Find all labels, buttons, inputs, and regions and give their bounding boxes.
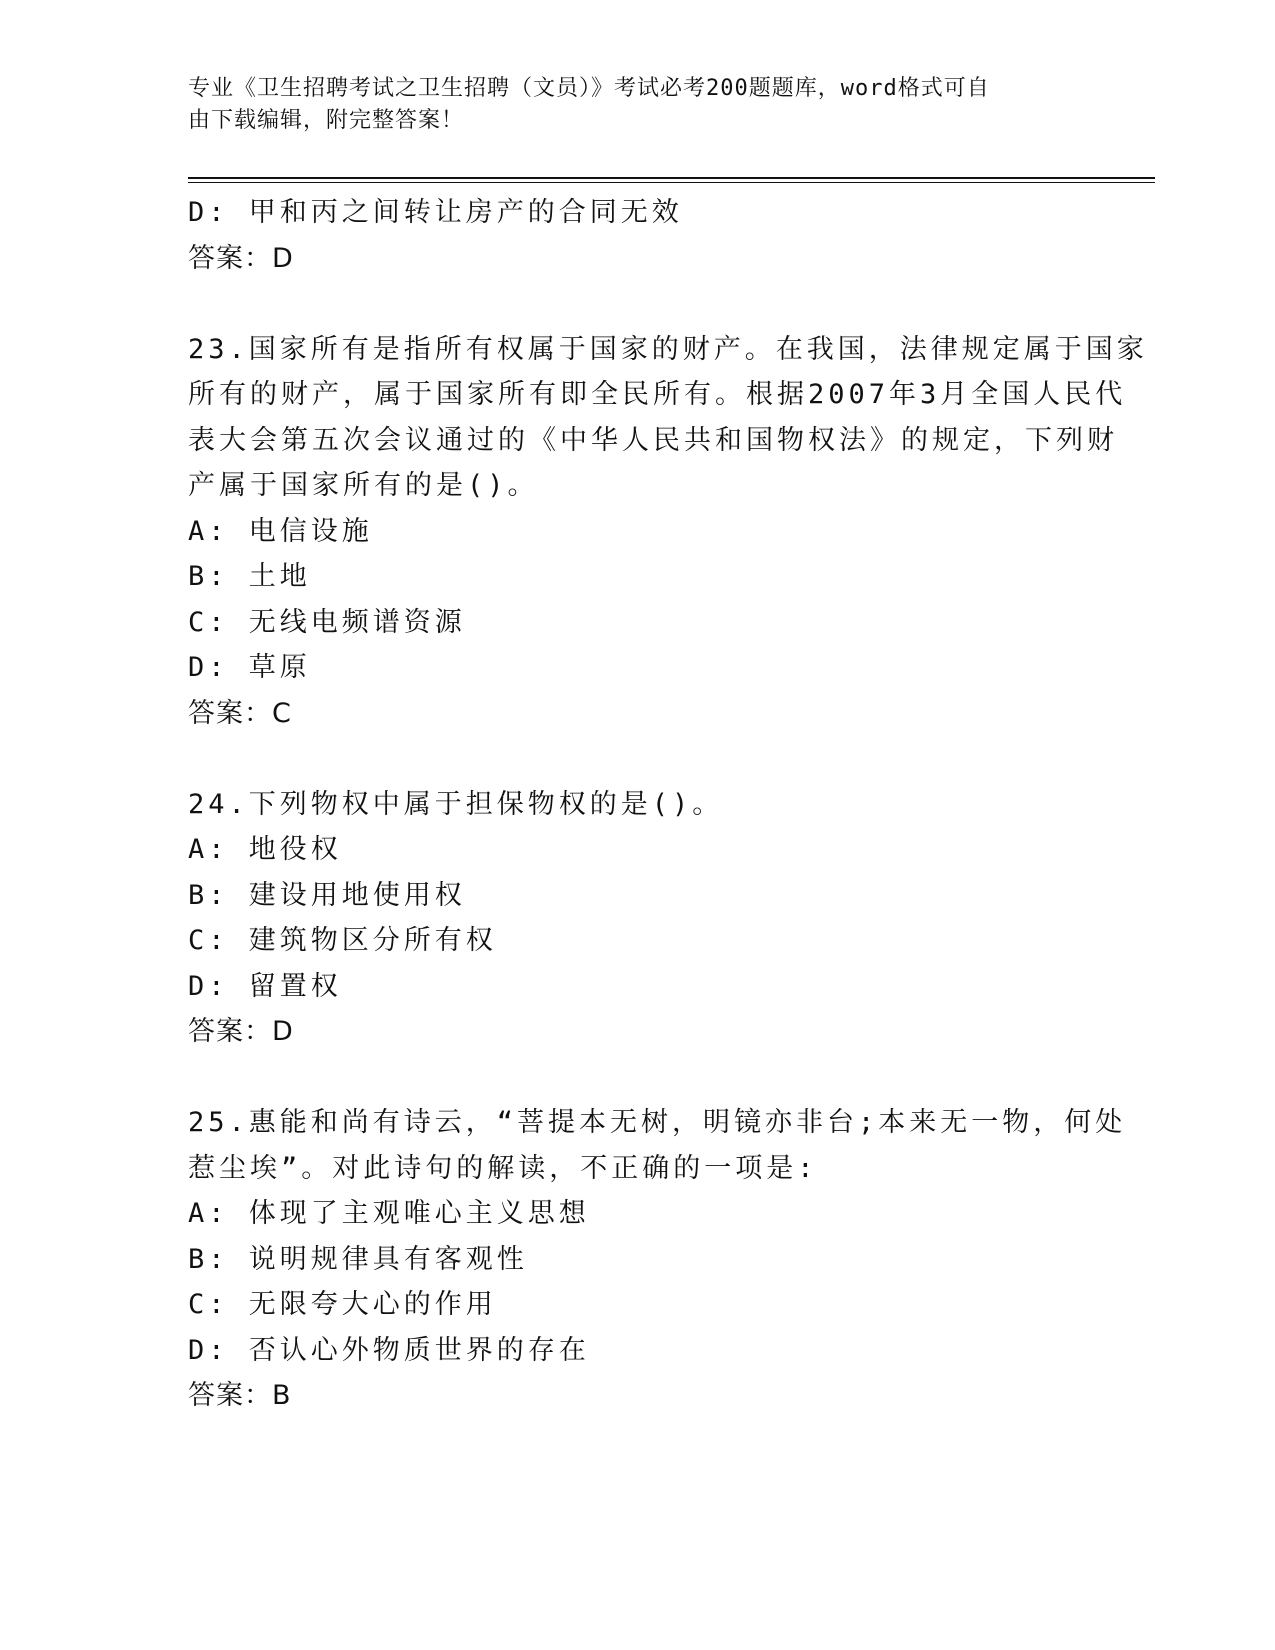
header-line-1: 专业《卫生招聘考试之卫生招聘（文员）》考试必考200题题库，word格式可自 — [188, 76, 990, 101]
question-content — [188, 190, 1148, 1419]
question-25-option-b: B: 说明规律具有客观性 — [188, 1243, 528, 1275]
header-divider-thin — [188, 182, 1155, 183]
question-23 — [188, 327, 1148, 737]
question-23-stem-line-1: 23.国家所有是指所有权属于国家的财产。在我国，法律规定属于国家 — [188, 333, 1148, 365]
question-25-option-d: D: 否认心外物质世界的存在 — [188, 1334, 590, 1366]
question-23-stem-line-4: 产属于国家所有的是()。 — [188, 470, 539, 501]
question-23-option-d: D: 草原 — [188, 652, 311, 683]
question-23-stem-line-3: 表大会第五次会议通过的《中华人民共和国物权法》的规定，下列财 — [188, 424, 1118, 456]
question-23-option-b: B: 土地 — [188, 561, 311, 592]
question-24-option-b: B: 建设用地使用权 — [188, 879, 466, 911]
spacer — [188, 281, 1088, 327]
header-divider-thick — [188, 177, 1155, 179]
question-24 — [188, 782, 1088, 1055]
question-24-option-d: D: 留置权 — [188, 970, 342, 1002]
question-25-option-c: C: 无限夸大心的作用 — [188, 1289, 497, 1320]
question-25-stem-line-1: 25.惠能和尚有诗云，“菩提本无树，明镜亦非台;本来无一物，何处 — [188, 1107, 1127, 1138]
question-23-option-a: A: 电信设施 — [188, 515, 373, 547]
question-24-option-a: A: 地役权 — [188, 834, 342, 865]
question-24-answer: 答案：D — [188, 1016, 294, 1047]
spacer — [188, 736, 1088, 782]
header-line-2: 由下载编辑，附完整答案！ — [188, 108, 465, 133]
document-header — [188, 73, 1068, 137]
prev-option-d: D: 甲和丙之间转让房产的合同无效 — [188, 197, 683, 228]
question-24-option-c: C: 建筑物区分所有权 — [188, 925, 497, 956]
question-23-answer: 答案：C — [188, 697, 292, 729]
question-25-stem-line-2: 惹尘埃”。对此诗句的解读，不正确的一项是: — [188, 1152, 818, 1184]
prev-answer: 答案：D — [188, 242, 294, 274]
question-25-answer: 答案：B — [188, 1380, 292, 1411]
spacer — [188, 1055, 1088, 1101]
question-23-option-c: C: 无线电频谱资源 — [188, 606, 466, 638]
question-25 — [188, 1100, 1127, 1419]
question-24-stem-line-1: 24.下列物权中属于担保物权的是()。 — [188, 788, 724, 820]
question-25-option-a: A: 体现了主观唯心主义思想 — [188, 1198, 590, 1229]
question-23-stem-line-2: 所有的财产，属于国家所有即全民所有。根据2007年3月全国人民代 — [188, 379, 1127, 410]
